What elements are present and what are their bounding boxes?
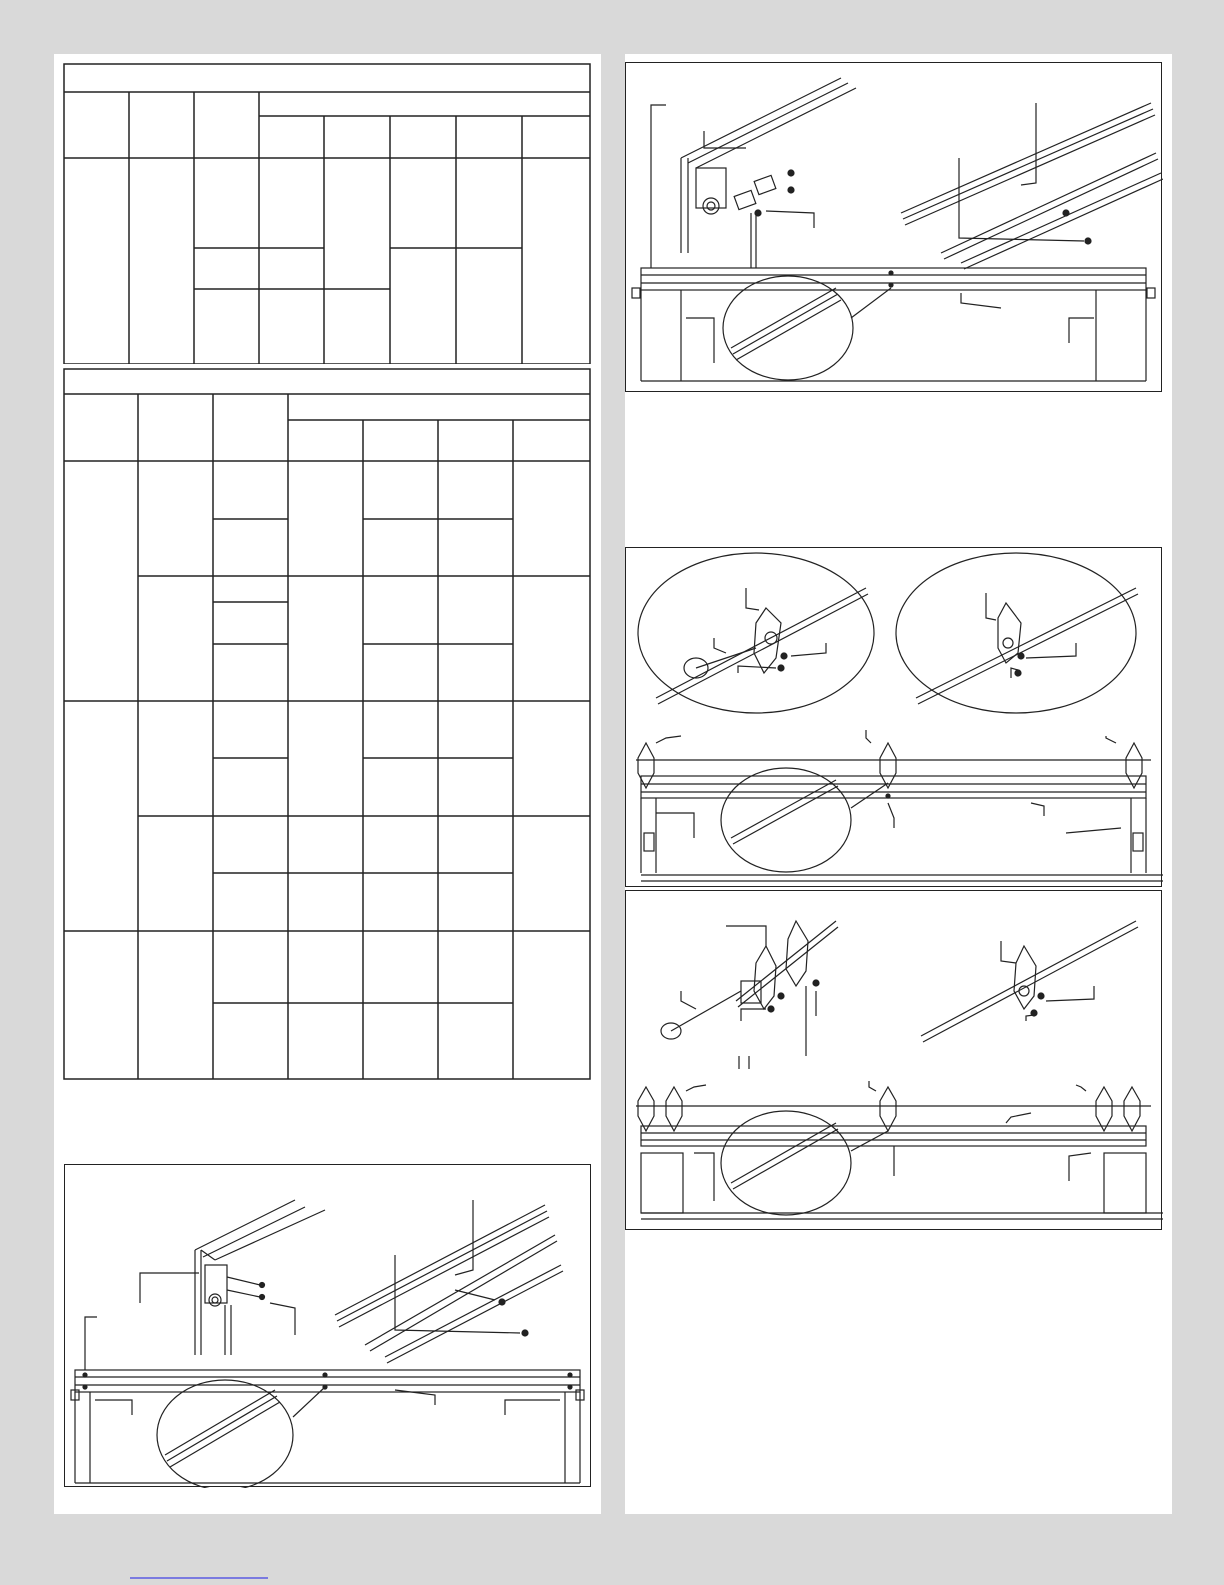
double-hinge-diagram [625,890,1162,1230]
top-section-diagram-right [625,62,1162,392]
hinge-installation-diagram [625,547,1162,887]
top-section-drawing [65,1165,592,1488]
footer-link[interactable] [130,1567,270,1579]
top-section-diagram-left [64,1164,591,1487]
double-hinge-drawing [626,891,1163,1231]
hinge-table-1 [54,54,601,364]
left-page [54,54,601,1514]
top-section-drawing-2 [626,63,1163,393]
hinge-table-2 [54,366,601,1086]
hinge-installation-drawing [626,548,1163,888]
right-page [625,54,1172,1514]
